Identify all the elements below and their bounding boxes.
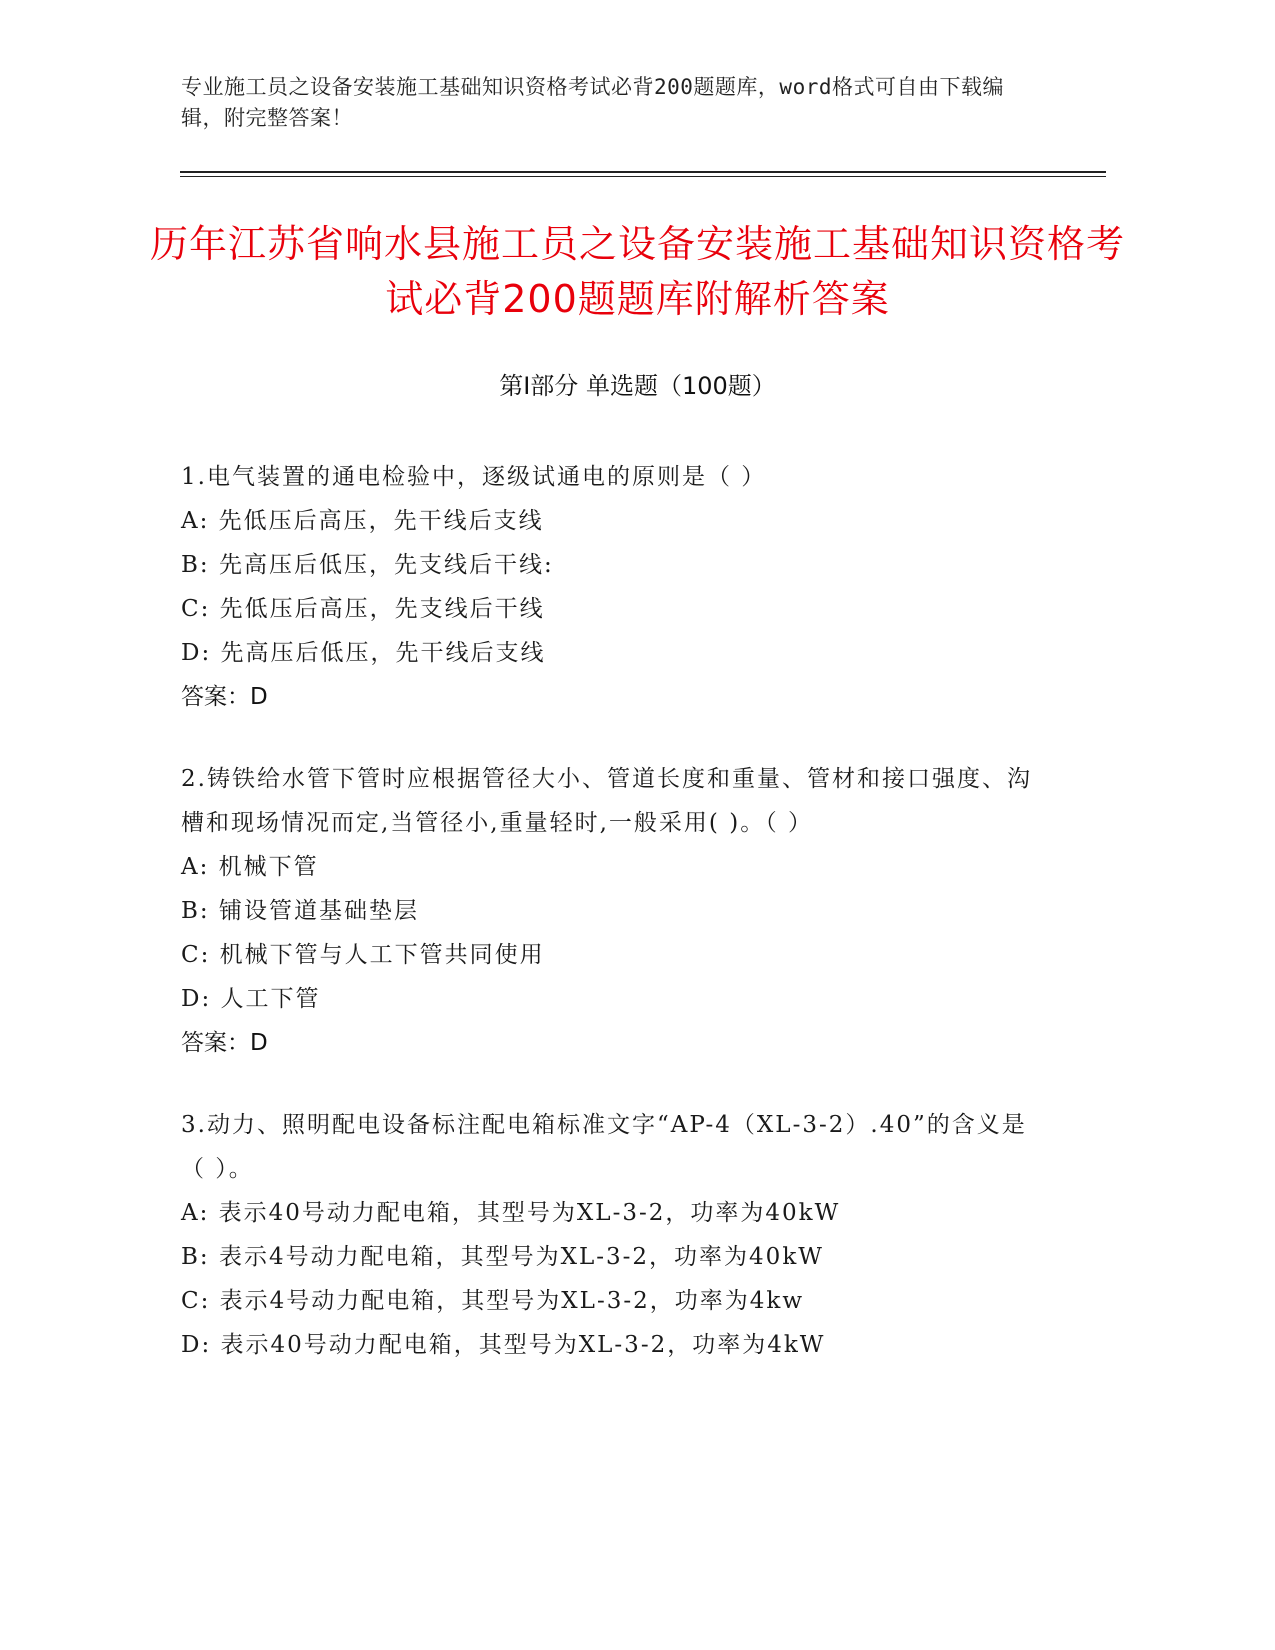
header-divider-thick — [180, 171, 1106, 173]
question-stem: 2.铸铁给水管下管时应根据管径大小、管道长度和重量、管材和接口强度、沟槽和现场情况而定,当管径小,重量轻时,一般采用( )。（ ） — [181, 766, 1032, 836]
option-a: A: 表示40号动力配电箱，其型号为XL-3-2，功率为40kW — [181, 1200, 841, 1226]
question-stem: 3.动力、照明配电设备标注配电箱标准文字“AP-4（XL-3-2）.40”的含义是（ ）。 — [181, 1112, 1027, 1182]
question-stem: 1.电气装置的通电检验中，逐级试通电的原则是（ ） — [181, 464, 767, 490]
option-d: D: 表示40号动力配电箱，其型号为XL-3-2，功率为4kW — [181, 1332, 826, 1358]
header-note: 专业施工员之设备安装施工基础知识资格考试必背200题题库，word格式可自由下载编辑，附完整答案！ — [181, 75, 1004, 130]
option-a: A: 先低压后高压，先干线后支线 — [181, 508, 544, 534]
section-title: 第Ⅰ部分 单选题（100题） — [499, 372, 776, 400]
question-list — [181, 455, 1041, 1405]
document-title: 历年江苏省响水县施工员之设备安装施工基础知识资格考试必背200题题库附解析答案 — [150, 222, 1126, 321]
option-c: C: 表示4号动力配电箱，其型号为XL-3-2，功率为4kw — [181, 1288, 805, 1314]
answer: 答案：D — [181, 1030, 268, 1056]
question-3 — [181, 1103, 1041, 1367]
option-a: A: 机械下管 — [181, 854, 319, 880]
answer: 答案：D — [181, 684, 268, 710]
option-d: D: 先高压后低压，先干线后支线 — [181, 640, 546, 666]
option-c: C: 先低压后高压，先支线后干线 — [181, 596, 545, 622]
question-2 — [181, 757, 1041, 1065]
header-divider-thin — [180, 176, 1106, 177]
option-d: D: 人工下管 — [181, 986, 321, 1012]
option-c: C: 机械下管与人工下管共同使用 — [181, 942, 545, 968]
option-b: B: 表示4号动力配电箱，其型号为XL-3-2，功率为40kW — [181, 1244, 824, 1270]
question-1 — [181, 455, 1041, 719]
option-b: B: 先高压后低压，先支线后干线: — [181, 552, 554, 578]
option-b: B: 铺设管道基础垫层 — [181, 898, 419, 924]
